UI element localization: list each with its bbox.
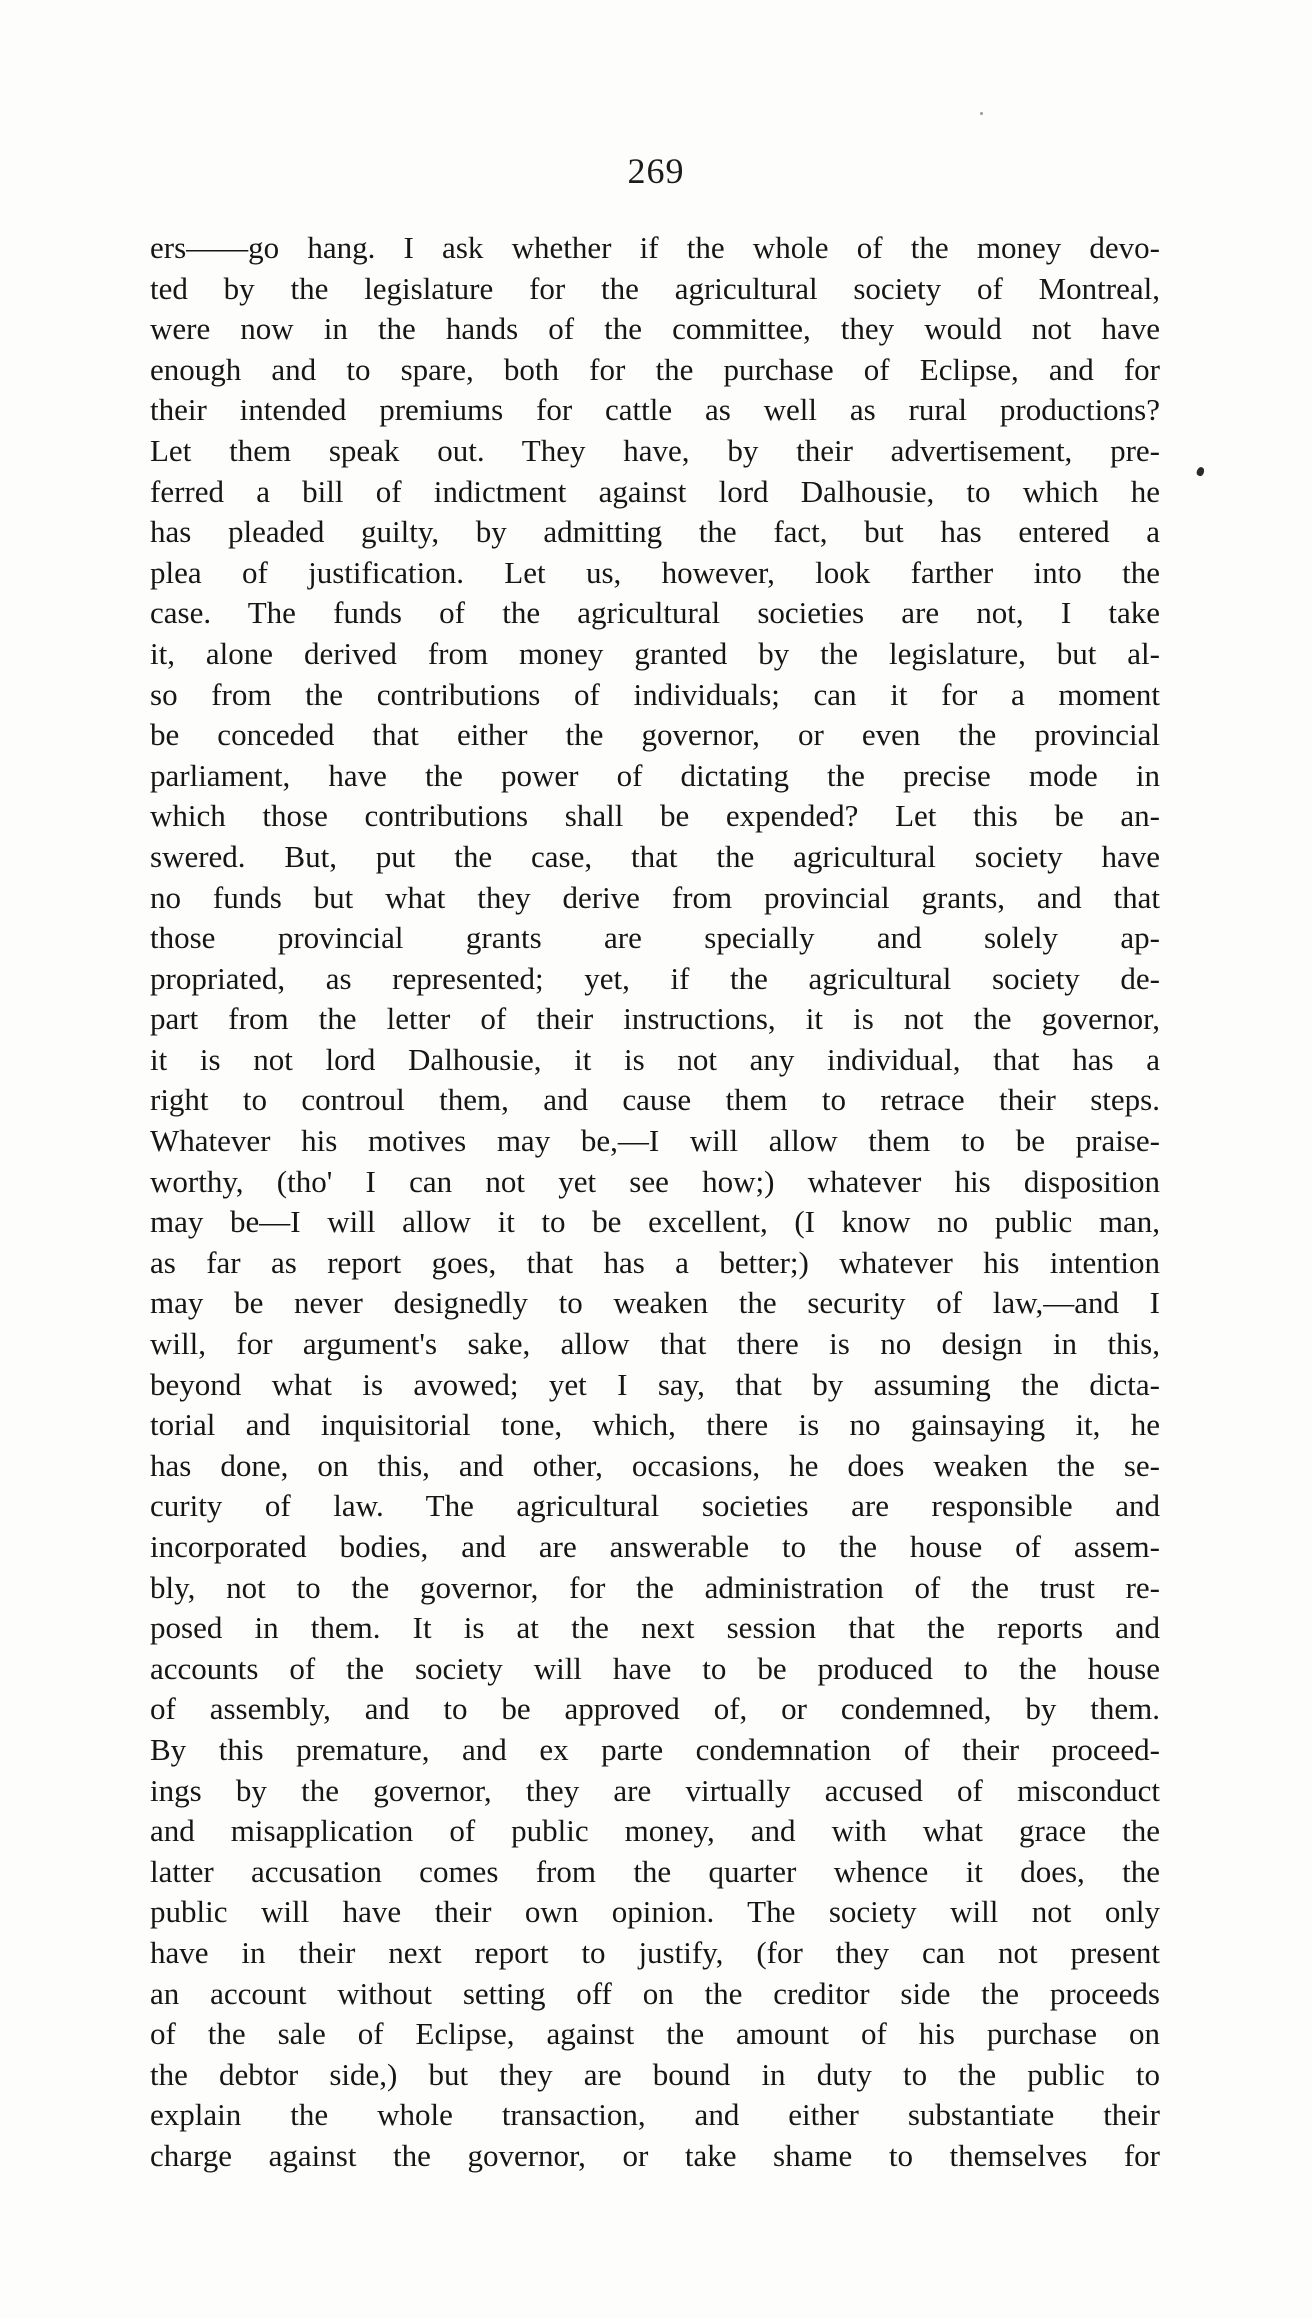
text-line: Whatever his motives may be,—I will allow them to be praise- [150,1123,1160,1159]
text-line: it is not lord Dalhousie, it is not any individual, that has a [150,1041,1160,1077]
text-line: explain the whole transaction, and either substantiate their [150,2097,1160,2133]
text-line: no funds but what they derive from provincial grants, and that [150,879,1160,915]
text-line: an account without setting off on the creditor side the proceeds [150,1975,1160,2011]
text-line: beyond what is avowed; yet I say, that by assuming the dicta- [150,1366,1160,1402]
text-line: ferred a bill of indictment against lord Dalhousie, to which he [150,473,1160,509]
text-line: it, alone derived from money granted by the legislature, but al- [150,635,1160,671]
text-line: has pleaded guilty, by admitting the fact, but has entered a [150,514,1160,550]
text-line: worthy, (tho' I can not yet see how;) whatever his disposition [150,1163,1160,1199]
text-line: bly, not to the governor, for the administration of the trust re- [150,1569,1160,1605]
text-line: ers——go hang. I ask whether if the whole of the money devo- [150,230,1160,265]
text-line: and misapplication of public money, and with what grace the [150,1813,1160,1849]
text-line: of assembly, and to be approved of, or condemned, by them. [150,1691,1160,1727]
text-line: those provincial grants are specially and solely ap- [150,920,1160,956]
text-line: of the sale of Eclipse, against the amount of his purchase on [150,2016,1160,2052]
text-line: part from the letter of their instructions, it is not the governor, [150,1001,1160,1037]
text-line: case. The funds of the agricultural societies are not, I take [150,595,1160,631]
text-line: ted by the legislature for the agricultural society of Montreal, [150,270,1160,306]
page-speck [980,112,983,115]
text-line: were now in the hands of the committee, they would not have [150,311,1160,347]
text-line: latter accusation comes from the quarter whence it does, the [150,1853,1160,1889]
text-line: may be never designedly to weaken the security of law,—and I [150,1285,1160,1321]
text-line: swered. But, put the case, that the agricultural society have [150,838,1160,874]
text-line: torial and inquisitorial tone, which, there is no gainsaying it, he [150,1407,1160,1443]
text-line: the debtor side,) but they are bound in duty to the public to [150,2056,1160,2092]
text-line: be conceded that either the governor, or even the provincial [150,717,1160,753]
text-line: posed in them. It is at the next session that the reports and [150,1610,1160,1646]
text-line: their intended premiums for cattle as well as rural productions? [150,392,1160,428]
text-line: incorporated bodies, and are answerable to the house of assem- [150,1529,1160,1564]
text-line: will, for argument's sake, allow that there is no design in this, [150,1326,1160,1362]
text-line: which those contributions shall be expended? Let this be an- [150,798,1160,834]
text-line: enough and to spare, both for the purchase of Eclipse, and for [150,351,1160,387]
text-line: accounts of the society will have to be produced to the house [150,1650,1160,1686]
text-line: right to controul them, and cause them to retrace their steps. [150,1082,1160,1118]
text-line: so from the contributions of individuals; can it for a moment [150,676,1160,712]
text-line: has done, on this, and other, occasions, he does weaken the se- [150,1447,1160,1483]
text-line: By this premature, and ex parte condemnation of their proceed- [150,1731,1160,1767]
page-number: 269 [627,151,685,191]
text-line: as far as report goes, that has a better;) whatever his intention [150,1244,1160,1280]
text-line: may be—I will allow it to be excellent, (I know no public man, [150,1204,1160,1240]
text-line: parliament, have the power of dictating the precise mode in [150,757,1160,793]
body-text [150,228,1160,2177]
text-line: have in their next report to justify, (for they can not present [150,1934,1160,1970]
margin-ink-mark [1196,466,1206,477]
text-line: propriated, as represented; yet, if the agricultural society de- [150,960,1160,996]
text-line: public will have their own opinion. The society will not only [150,1894,1160,1930]
text-line: curity of law. The agricultural societies are responsible and [150,1488,1160,1524]
text-line: charge against the governor, or take shame to themselves for [150,2137,1160,2173]
text-line: plea of justification. Let us, however, look farther into the [150,554,1160,590]
text-line: ings by the governor, they are virtually accused of misconduct [150,1772,1160,1808]
text-line: Let them speak out. They have, by their advertisement, pre- [150,432,1160,468]
